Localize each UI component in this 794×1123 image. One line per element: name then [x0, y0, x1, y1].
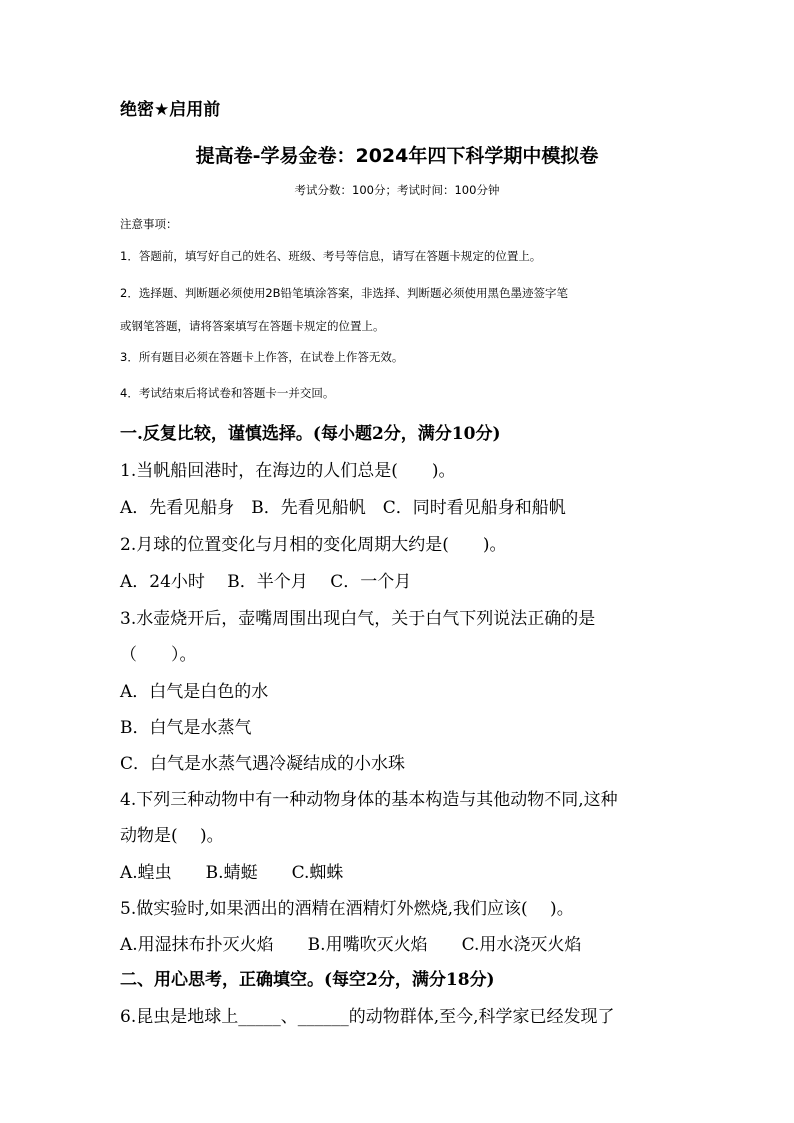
note-item: 3．所有题目必须在答题卡上作答，在试卷上作答无效。	[120, 350, 404, 364]
option-line: C．白气是水蒸气遇冷凝结成的小水珠	[120, 754, 406, 774]
option-line: A.蝗虫 B.蜻蜓 C.蜘蛛	[120, 863, 344, 883]
exam-title: 提高卷-学易金卷：2024年四下科学期中模拟卷	[195, 145, 599, 167]
option-line: A．24小时 B．半个月 C．一个月	[120, 572, 412, 592]
secret-label: 绝密★启用前	[120, 100, 221, 120]
option-line: B．白气是水蒸气	[120, 718, 252, 738]
question-line: 动物是( )。	[120, 826, 224, 846]
option-line: A．白气是白色的水	[120, 682, 269, 702]
notes-heading: 注意事项：	[120, 217, 178, 231]
section-heading: 一.反复比较，谨慎选择。(每小题2分，满分10分)	[120, 424, 501, 444]
note-item: 或钢笔答题，请将答案填写在答题卡规定的位置上。	[120, 319, 385, 333]
note-item: 1．答题前，填写好自己的姓名、班级、考号等信息，请写在答题卡规定的位置上。	[120, 249, 542, 263]
question-line: 1.当帆船回港时，在海边的人们总是( )。	[120, 461, 456, 481]
option-line: A．先看见船身 B．先看见船帆 C．同时看见船身和船帆	[120, 498, 566, 518]
note-item: 4．考试结束后将试卷和答题卡一并交回。	[120, 386, 335, 400]
question-line: 2.月球的位置变化与月相的变化周期大约是( )。	[120, 535, 507, 555]
option-line: A.用湿抹布扑灭火焰 B.用嘴吹灭火焰 C.用水浇灭火焰	[120, 935, 582, 955]
exam-subtitle: 考试分数：100分；考试时间：100分钟	[294, 183, 500, 197]
question-line: 3.水壶烧开后，壶嘴周围出现白气，关于白气下列说法正确的是	[120, 609, 596, 629]
section-heading: 二、用心思考，正确填空。(每空2分，满分18分)	[120, 970, 495, 990]
note-item: 2．选择题、判断题必须使用2B铅笔填涂答案，非选择、判断题必须使用黑色墨迹签字笔	[120, 286, 569, 300]
question-line: 6.昆虫是地球上_____、______的动物群体,至今,科学家已经发现了	[120, 1007, 615, 1027]
question-line: 5.做实验时,如果洒出的酒精在酒精灯外燃烧,我们应该( )。	[120, 899, 574, 919]
question-line: 4.下列三种动物中有一种动物身体的基本构造与其他动物不同,这种	[120, 790, 618, 810]
question-line: （ ）。	[120, 645, 197, 665]
